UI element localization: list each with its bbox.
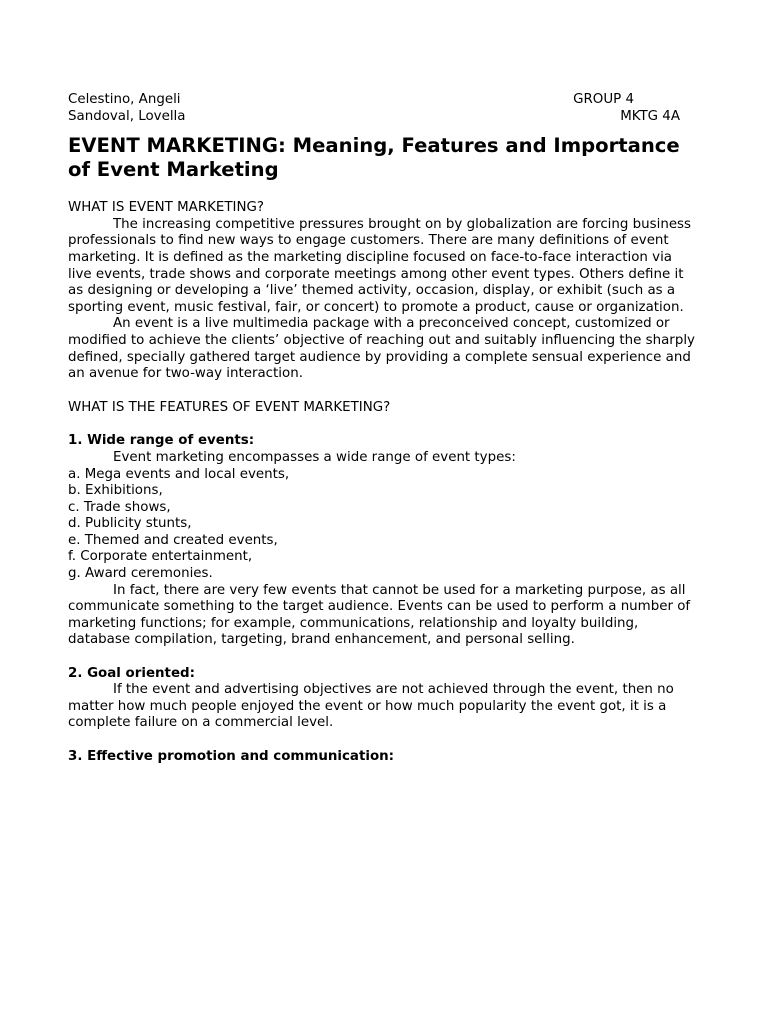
section-2-heading: WHAT IS THE FEATURES OF EVENT MARKETING? [68,399,391,415]
list-item: g. Award ceremonies. [68,566,213,582]
list-item: d. Publicity stunts, [68,516,192,532]
header-row-2 [68,109,698,126]
feature-1-paragraph: In fact, there are very few events that cannot be used for a marketing purpose, as all communicate something to the target audience. Events can be used to perform a number of marketing functions; for example, communications, relationship and loyalty building, database compilation, targeting, brand enhancement, and personal selling. [68,582,691,648]
list-item: e. Themed and created events, [68,532,278,548]
author-name-2: Sandoval, Lovella [68,108,186,124]
author-name-1: Celestino, Angeli [68,92,181,107]
section-1-paragraph-2: An event is a live multimedia package with a preconceived concept, customized or modified to achieve the clients’ objective of reaching out and suitably influencing the sharply defined, specially gathered target audience by providing a complete sensual experience and an avenue for two-way interaction. [68,316,695,382]
list-item: c. Trade shows, [68,499,171,515]
section-1-paragraph-1: The increasing competitive pressures brought on by globalization are forcing business professionals to find new ways to engage customers. There are many definitions of event marketing. It is defined as the marketing discipline focused on face-to-face interaction via live events, trade shows and corporate meetings among other event types. Others define it as designing or developing a ‘live’ themed activity, occasion, display, or exhibit (such as a sporting event, music festival, fair, or concert) to promote a product, cause or organization. [68,216,692,315]
feature-1-heading: 1. Wide range of events: [68,433,255,449]
list-item: a. Mega events and local events, [68,466,290,482]
section-1-heading: WHAT IS EVENT MARKETING? [68,200,264,216]
document-title: EVENT MARKETING: Meaning, Features and Importance of Event Marketing [68,134,680,181]
course-label: MKTG 4A [620,108,680,124]
header-row-1 [68,92,698,109]
feature-3-heading: 3. Effective promotion and communication: [68,748,395,764]
group-label: GROUP 4 [573,92,634,107]
feature-2-heading: 2. Goal oriented: [68,665,195,681]
list-item: b. Exhibitions, [68,483,163,499]
document-page [68,92,698,765]
feature-2-paragraph: If the event and advertising objectives are not achieved through the event, then no matter how much people enjoyed the event or how much popularity the event got, it is a complete failure on a commercial level. [68,682,674,731]
list-item: f. Corporate entertainment, [68,549,253,565]
feature-1-intro: Event marketing encompasses a wide range of event types: [113,449,516,465]
